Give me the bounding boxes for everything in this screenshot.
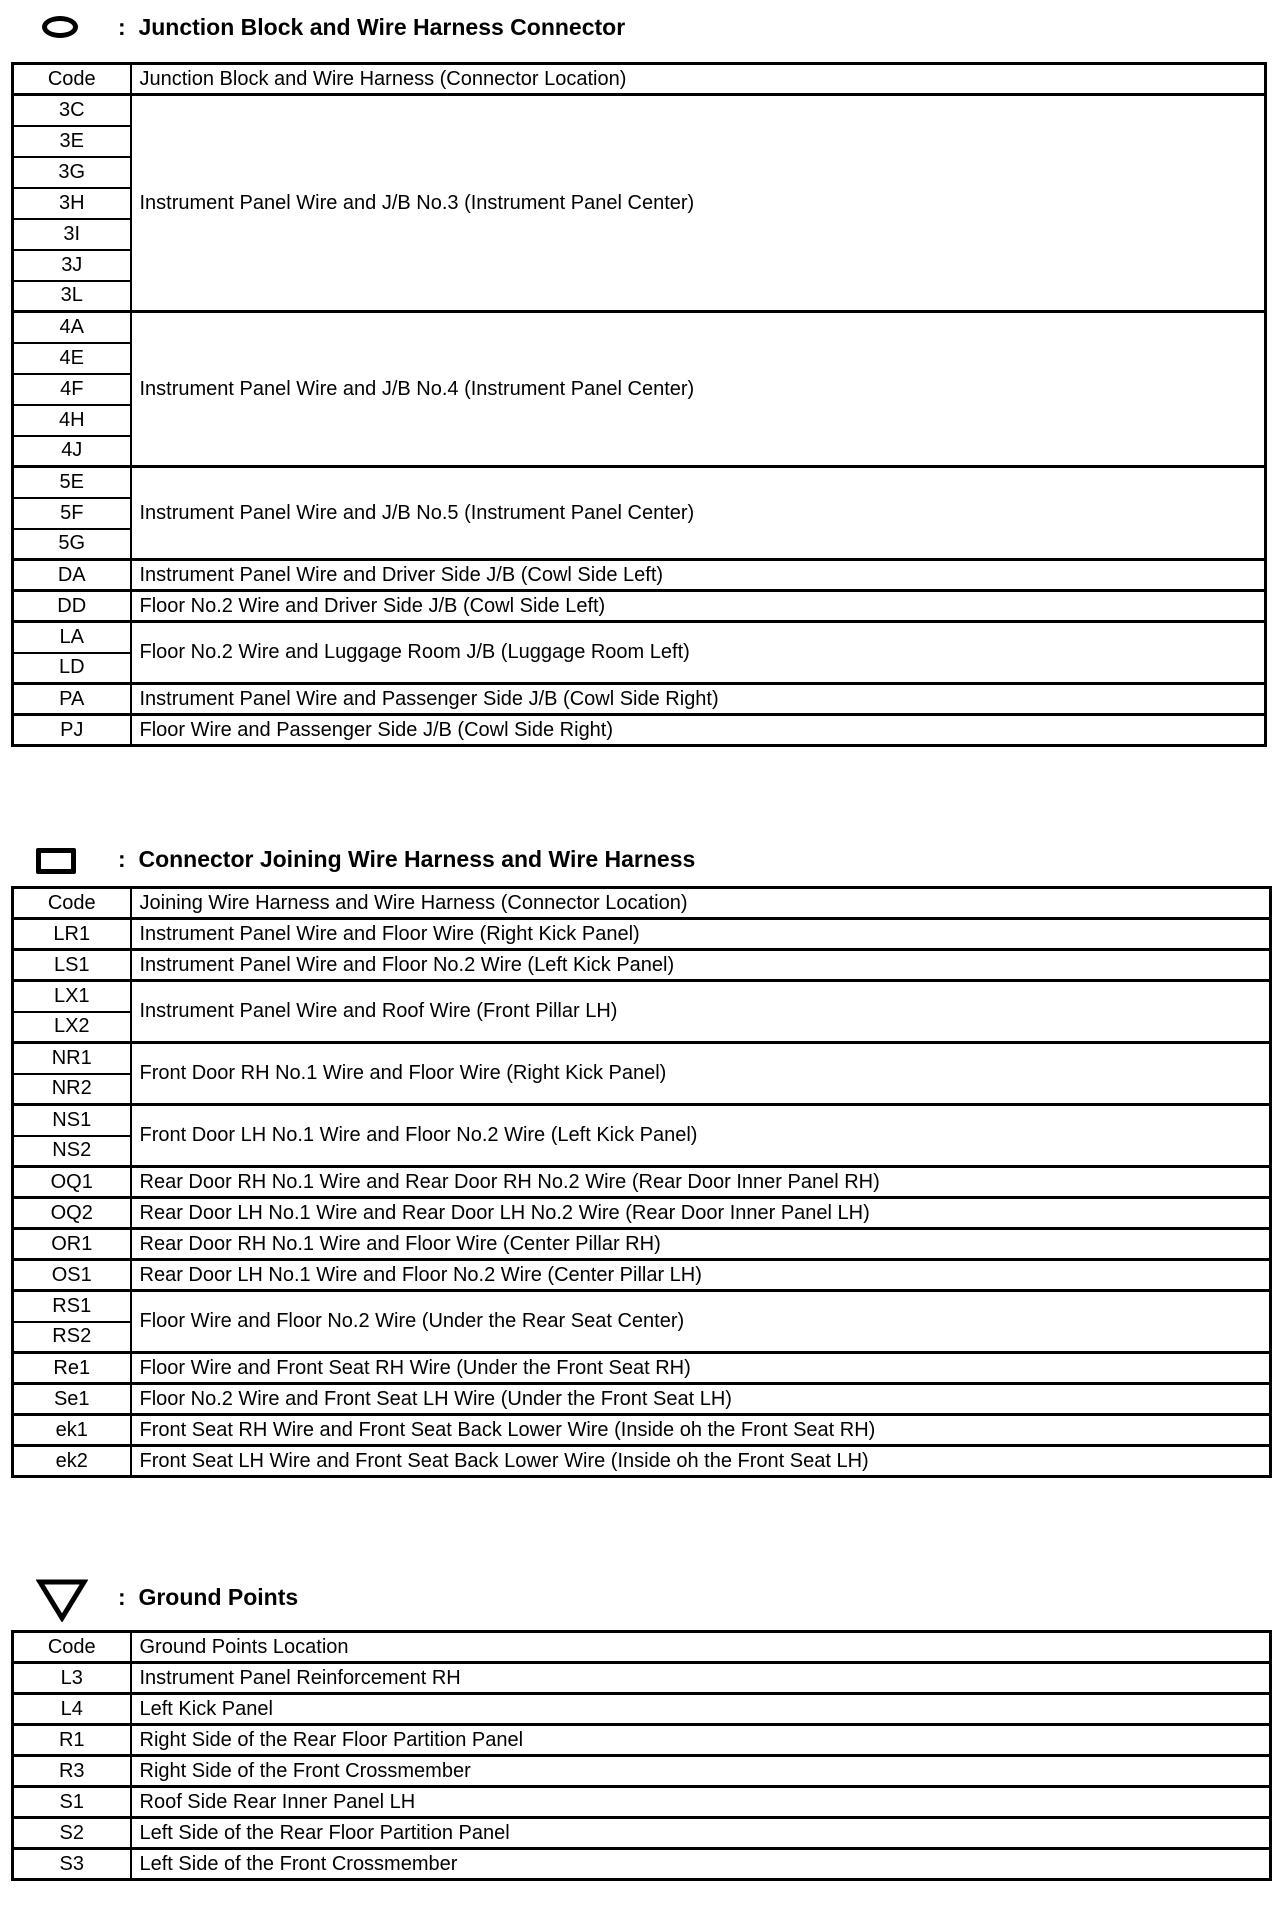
row-code: LR1 [13, 919, 131, 950]
rectangle-icon [36, 848, 76, 874]
table-row [13, 1849, 1271, 1880]
row-code: R1 [13, 1725, 131, 1756]
row-code: RS1 [13, 1291, 131, 1322]
row-code: 3J [13, 250, 131, 281]
row-code: NR2 [13, 1074, 131, 1105]
row-code: 5G [13, 529, 131, 560]
section-title-text: Connector Joining Wire Harness and Wire Harness [138, 846, 696, 872]
table-row [13, 1446, 1271, 1477]
section-junction-block-header [0, 4, 1280, 44]
table-row [13, 1198, 1271, 1229]
header-code: Code [13, 888, 131, 919]
row-code: 4A [13, 312, 131, 343]
row-description: Right Side of the Front Crossmember [131, 1756, 1271, 1787]
row-description: Roof Side Rear Inner Panel LH [131, 1787, 1271, 1818]
table-row [13, 1167, 1271, 1198]
row-code: 3H [13, 188, 131, 219]
table-row [13, 1694, 1271, 1725]
row-description: Front Seat LH Wire and Front Seat Back Lower Wire (Inside oh the Front Seat LH) [131, 1446, 1271, 1477]
row-description: Instrument Panel Wire and J/B No.3 (Instrument Panel Center) [131, 95, 1266, 312]
table-row [13, 1105, 1271, 1136]
row-description: Floor Wire and Floor No.2 Wire (Under the Rear Seat Center) [131, 1291, 1271, 1353]
row-code: ek1 [13, 1415, 131, 1446]
row-description: Instrument Panel Wire and Roof Wire (Front Pillar LH) [131, 981, 1271, 1043]
row-description: Instrument Panel Wire and Floor No.2 Wire (Left Kick Panel) [131, 950, 1271, 981]
junction-block-table [11, 62, 1267, 747]
row-description: Rear Door RH No.1 Wire and Floor Wire (Center Pillar RH) [131, 1229, 1271, 1260]
row-description: Instrument Panel Wire and J/B No.5 (Instrument Panel Center) [131, 467, 1266, 560]
table-row [13, 1291, 1271, 1322]
table-row [13, 684, 1266, 715]
row-code: R3 [13, 1756, 131, 1787]
title-separator: : [118, 14, 126, 40]
row-code: 5F [13, 498, 131, 529]
row-description: Floor No.2 Wire and Driver Side J/B (Cowl Side Left) [131, 591, 1266, 622]
table-header-row [13, 888, 1271, 919]
row-description: Left Side of the Rear Floor Partition Panel [131, 1818, 1271, 1849]
row-code: NR1 [13, 1043, 131, 1074]
row-code: DA [13, 560, 131, 591]
table-row [13, 560, 1266, 591]
row-code: 3C [13, 95, 131, 126]
row-code: 5E [13, 467, 131, 498]
table-row [13, 591, 1266, 622]
row-code: OQ2 [13, 1198, 131, 1229]
row-description: Floor No.2 Wire and Luggage Room J/B (Luggage Room Left) [131, 622, 1266, 684]
section-title-text: Ground Points [138, 1584, 299, 1610]
row-description: Rear Door RH No.1 Wire and Rear Door RH No.2 Wire (Rear Door Inner Panel RH) [131, 1167, 1271, 1198]
row-code: L4 [13, 1694, 131, 1725]
row-description: Instrument Panel Wire and Floor Wire (Right Kick Panel) [131, 919, 1271, 950]
row-description: Front Door LH No.1 Wire and Floor No.2 Wire (Left Kick Panel) [131, 1105, 1271, 1167]
row-code: 3I [13, 219, 131, 250]
row-code: LD [13, 653, 131, 684]
row-code: S2 [13, 1818, 131, 1849]
table-row [13, 1229, 1271, 1260]
row-code: 4E [13, 343, 131, 374]
row-code: ek2 [13, 1446, 131, 1477]
row-code: OQ1 [13, 1167, 131, 1198]
section-connector-joining-header [0, 836, 1280, 876]
row-code: OR1 [13, 1229, 131, 1260]
row-code: 3L [13, 281, 131, 312]
row-code: PJ [13, 715, 131, 746]
row-description: Instrument Panel Reinforcement RH [131, 1663, 1271, 1694]
row-code: LS1 [13, 950, 131, 981]
row-code: 4J [13, 436, 131, 467]
row-code: S3 [13, 1849, 131, 1880]
table-row [13, 1818, 1271, 1849]
table-row [13, 312, 1266, 343]
row-description: Instrument Panel Wire and J/B No.4 (Instrument Panel Center) [131, 312, 1266, 467]
table-header-row [13, 64, 1266, 95]
row-code: LX1 [13, 981, 131, 1012]
header-code: Code [13, 1632, 131, 1663]
triangle-down-icon [36, 1578, 88, 1622]
row-code: L3 [13, 1663, 131, 1694]
table-row [13, 1787, 1271, 1818]
row-code: 4H [13, 405, 131, 436]
row-code: DD [13, 591, 131, 622]
table-row [13, 1725, 1271, 1756]
table-row [13, 715, 1266, 746]
table-row [13, 1384, 1271, 1415]
row-code: NS2 [13, 1136, 131, 1167]
row-code: 3E [13, 126, 131, 157]
table-row [13, 622, 1266, 653]
row-description: Floor Wire and Passenger Side J/B (Cowl Side Right) [131, 715, 1266, 746]
table-row [13, 981, 1271, 1012]
row-description: Rear Door LH No.1 Wire and Floor No.2 Wire (Center Pillar LH) [131, 1260, 1271, 1291]
header-code: Code [13, 64, 131, 95]
header-description: Ground Points Location [131, 1632, 1271, 1663]
connector-joining-table [11, 886, 1272, 1478]
row-description: Floor No.2 Wire and Front Seat LH Wire (Under the Front Seat LH) [131, 1384, 1271, 1415]
header-description: Junction Block and Wire Harness (Connector Location) [131, 64, 1266, 95]
table-row [13, 1043, 1271, 1074]
ground-points-table [11, 1630, 1272, 1881]
row-code: 3G [13, 157, 131, 188]
row-description: Floor Wire and Front Seat RH Wire (Under the Front Seat RH) [131, 1353, 1271, 1384]
table-row [13, 1663, 1271, 1694]
table-row [13, 467, 1266, 498]
row-description: Front Door RH No.1 Wire and Floor Wire (Right Kick Panel) [131, 1043, 1271, 1105]
title-separator: : [118, 1584, 126, 1610]
row-description: Front Seat RH Wire and Front Seat Back Lower Wire (Inside oh the Front Seat RH) [131, 1415, 1271, 1446]
row-code: S1 [13, 1787, 131, 1818]
table-row [13, 919, 1271, 950]
table-row [13, 1756, 1271, 1787]
section-title [118, 846, 695, 873]
section-ground-points-header [0, 1574, 1280, 1614]
row-code: NS1 [13, 1105, 131, 1136]
row-code: OS1 [13, 1260, 131, 1291]
section-title [118, 1584, 298, 1611]
row-code: RS2 [13, 1322, 131, 1353]
table-row [13, 950, 1271, 981]
row-description: Right Side of the Rear Floor Partition Panel [131, 1725, 1271, 1756]
row-description: Instrument Panel Wire and Driver Side J/B (Cowl Side Left) [131, 560, 1266, 591]
row-description: Rear Door LH No.1 Wire and Rear Door LH No.2 Wire (Rear Door Inner Panel LH) [131, 1198, 1271, 1229]
row-code: PA [13, 684, 131, 715]
header-description: Joining Wire Harness and Wire Harness (Connector Location) [131, 888, 1271, 919]
row-description: Left Kick Panel [131, 1694, 1271, 1725]
row-code: LA [13, 622, 131, 653]
table-header-row [13, 1632, 1271, 1663]
row-code: Re1 [13, 1353, 131, 1384]
table-row [13, 1415, 1271, 1446]
table-row [13, 1353, 1271, 1384]
row-description: Instrument Panel Wire and Passenger Side J/B (Cowl Side Right) [131, 684, 1266, 715]
table-row [13, 1260, 1271, 1291]
section-title [118, 14, 625, 41]
section-title-text: Junction Block and Wire Harness Connector [138, 14, 626, 40]
row-code: LX2 [13, 1012, 131, 1043]
row-code: Se1 [13, 1384, 131, 1415]
row-description: Left Side of the Front Crossmember [131, 1849, 1271, 1880]
table-row [13, 95, 1266, 126]
row-code: 4F [13, 374, 131, 405]
title-separator: : [118, 846, 126, 872]
oval-icon [42, 16, 78, 38]
